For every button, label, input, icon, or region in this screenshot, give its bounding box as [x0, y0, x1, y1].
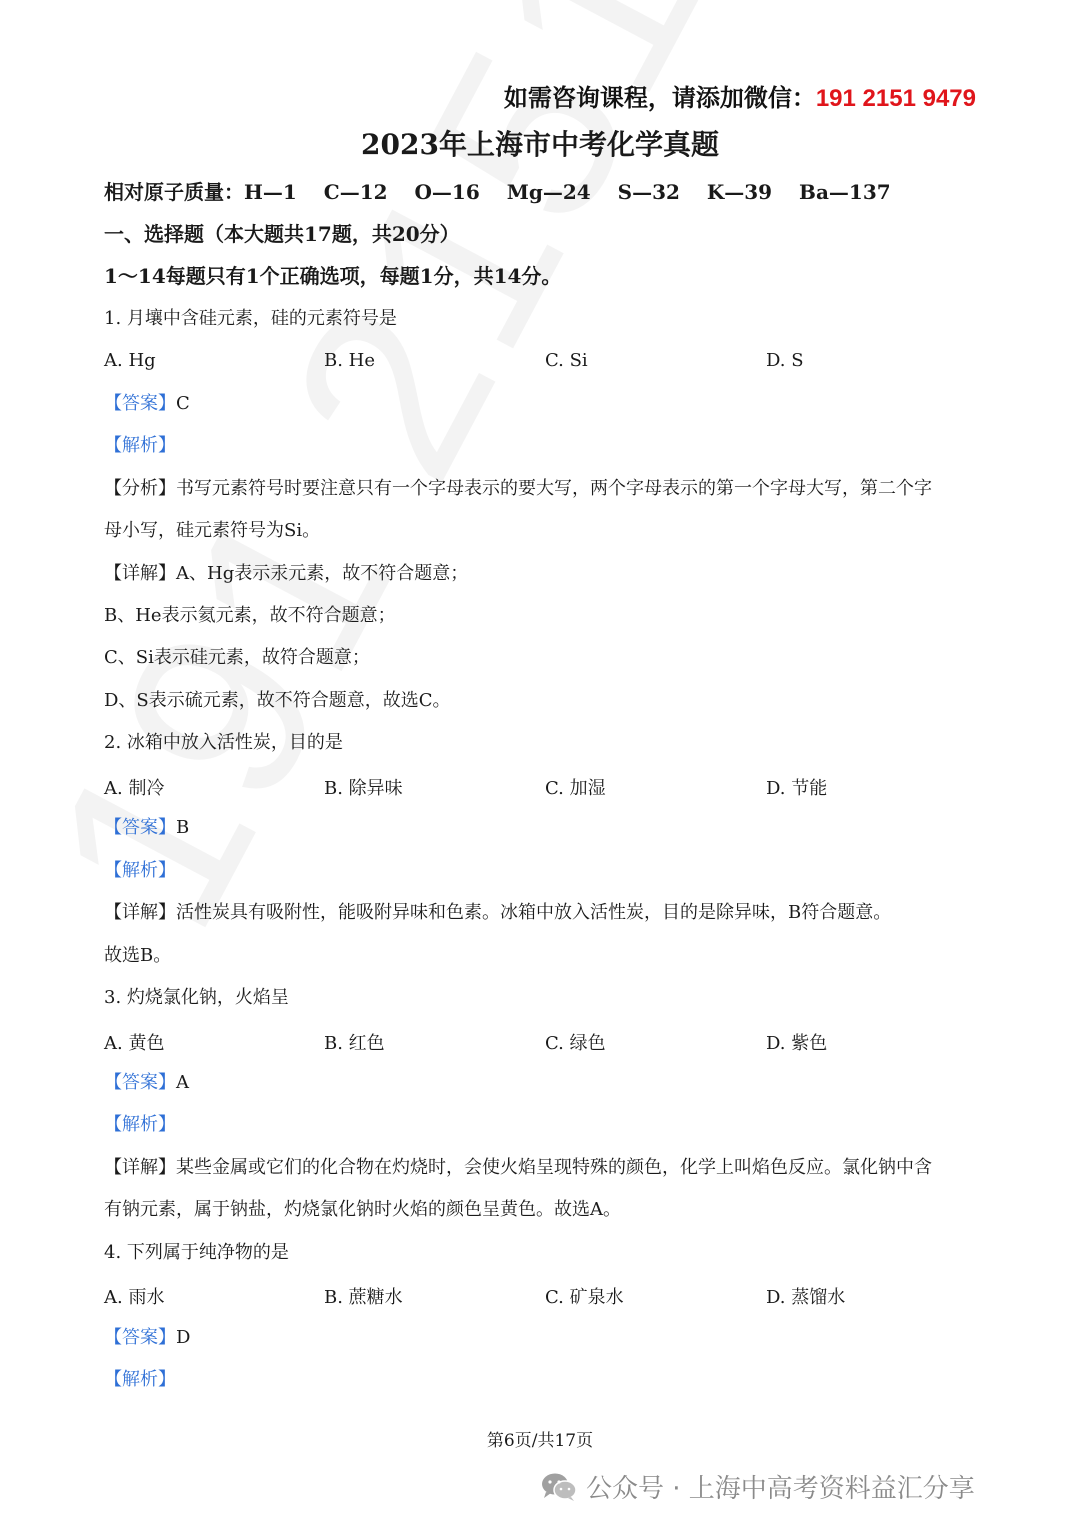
q1-answer [104, 392, 190, 416]
q1-option-d: D. S [766, 350, 804, 371]
contact-banner [504, 78, 976, 113]
q4-option-a: A. 雨水 [104, 1287, 165, 1308]
q1-option-a: A. Hg [104, 350, 156, 371]
detail-text: 活性炭具有吸附性，能吸附异味和色素。冰箱中放入活性炭，目的是除异味，B符合题意。 [176, 902, 892, 923]
q1-detail-2: B、He表示氦元素，故不符合题意； [104, 605, 396, 626]
question-2-stem: 2. 冰箱中放入活性炭，目的是 [104, 732, 343, 753]
answer-value: D [176, 1327, 191, 1348]
q3-detail-2: 有钠元素，属于钠盐，灼烧氯化钠时火焰的颜色呈黄色。故选A。 [104, 1199, 621, 1220]
answer-tag: 【答案】 [104, 393, 176, 414]
q1-detail-4: D、S表示硫元素，故不符合题意，故选C。 [104, 690, 451, 711]
question-4-stem: 4. 下列属于纯净物的是 [104, 1242, 289, 1263]
q3-detail-1 [104, 1156, 932, 1180]
wechat-account[interactable] [540, 1468, 975, 1505]
q3-option-d: D. 紫色 [766, 1033, 828, 1054]
contact-phone: 191 2151 9479 [815, 85, 976, 112]
detail-tag: 【详解】 [104, 1157, 176, 1178]
q3-option-a: A. 黄色 [104, 1033, 165, 1054]
q4-option-c: C. 矿泉水 [545, 1287, 624, 1308]
q4-option-b: B. 蔗糖水 [324, 1287, 403, 1308]
q4-analysis-tag: 【解析】 [104, 1369, 176, 1390]
section-heading: 一、选择题（本大题共17题，共20分） [104, 222, 460, 246]
fenxi-tag: 【分析】 [104, 478, 176, 499]
detail-tag: 【详解】 [104, 902, 176, 923]
answer-value: A [176, 1072, 189, 1093]
detail-tag: 【详解】 [104, 563, 176, 584]
q1-analysis-tag: 【解析】 [104, 435, 176, 456]
q1-fenxi-1 [104, 477, 932, 501]
section-note: 1～14每题只有1个正确选项，每题1分，共14分。 [104, 264, 562, 288]
answer-tag: 【答案】 [104, 1072, 176, 1093]
q4-answer [104, 1326, 190, 1350]
answer-tag: 【答案】 [104, 1327, 176, 1348]
question-1-stem: 1. 月壤中含硅元素，硅的元素符号是 [104, 308, 397, 329]
detail-text: 某些金属或它们的化合物在灼烧时，会使火焰呈现特殊的颜色，化学上叫焰色反应。氯化钠中含 [176, 1157, 932, 1178]
q4-option-d: D. 蒸馏水 [766, 1287, 846, 1308]
q2-option-c: C. 加湿 [545, 778, 606, 799]
page-number: 第6页/共17页 [486, 1431, 594, 1451]
page-title: 2023年上海市中考化学真题 [361, 128, 719, 161]
q1-fenxi-2: 母小写，硅元素符号为Si。 [104, 520, 321, 541]
q1-detail-3: C、Si表示硅元素，故符合题意； [104, 647, 370, 668]
contact-prefix: 如需咨询课程，请添加微信： [503, 83, 816, 112]
q2-option-a: A. 制冷 [104, 778, 165, 799]
q2-answer [104, 816, 189, 840]
wechat-text: 公众号 · 上海中高考资料益汇分享 [586, 1474, 975, 1504]
detail-text: A、Hg表示汞元素，故不符合题意； [176, 563, 469, 584]
wechat-icon [540, 1472, 578, 1502]
fenxi-text: 书写元素符号时要注意只有一个字母表示的要大写，两个字母表示的第一个字母大写，第二个字 [176, 478, 932, 499]
q1-option-c: C. Si [545, 350, 588, 371]
atomic-mass: 相对原子质量：H—1 C—12 O—16 Mg—24 S—32 K—39 Ba—137 [104, 180, 891, 204]
q1-detail-1 [104, 562, 468, 586]
answer-value: C [176, 393, 190, 414]
question-3-stem: 3. 灼烧氯化钠，火焰呈 [104, 987, 289, 1008]
q2-analysis-tag: 【解析】 [104, 860, 176, 881]
q2-detail-2: 故选B。 [104, 945, 172, 966]
q2-detail-1 [104, 901, 891, 925]
q1-option-b: B. He [324, 350, 376, 371]
q3-answer [104, 1071, 189, 1095]
q3-option-b: B. 红色 [324, 1033, 385, 1054]
q2-option-d: D. 节能 [766, 778, 828, 799]
q3-option-c: C. 绿色 [545, 1033, 606, 1054]
q2-option-b: B. 除异味 [324, 778, 403, 799]
answer-tag: 【答案】 [104, 817, 176, 838]
answer-value: B [176, 817, 190, 838]
q3-analysis-tag: 【解析】 [104, 1114, 176, 1135]
